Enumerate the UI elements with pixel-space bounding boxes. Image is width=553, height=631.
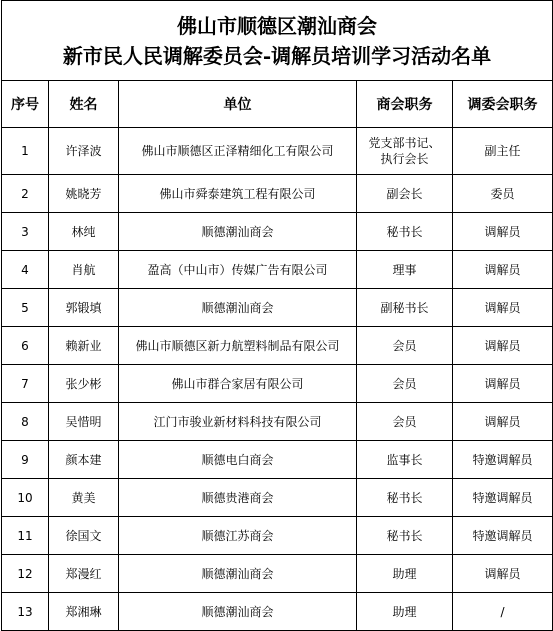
cell-committee-role: 调解员 <box>453 213 553 251</box>
cell-chamber-role: 助理 <box>357 555 453 593</box>
cell-no: 6 <box>2 327 49 365</box>
cell-no: 13 <box>2 593 49 631</box>
table-row <box>2 555 553 593</box>
cell-org: 佛山市顺德区新力航塑料制品有限公司 <box>119 327 357 365</box>
column-header-chamber-role: 商会职务 <box>357 81 453 128</box>
document-title <box>2 1 553 81</box>
cell-org: 顺德江苏商会 <box>119 517 357 555</box>
cell-org: 佛山市舜泰建筑工程有限公司 <box>119 175 357 213</box>
cell-org: 顺德潮汕商会 <box>119 213 357 251</box>
table-row <box>2 175 553 213</box>
column-header-committee-role: 调委会职务 <box>453 81 553 128</box>
cell-chamber-role: 秘书长 <box>357 517 453 555</box>
cell-no: 1 <box>2 128 49 175</box>
cell-org: 佛山市顺德区正泽精细化工有限公司 <box>119 128 357 175</box>
cell-committee-role: 副主任 <box>453 128 553 175</box>
cell-committee-role: 委员 <box>453 175 553 213</box>
cell-no: 8 <box>2 403 49 441</box>
cell-chamber-role: 监事长 <box>357 441 453 479</box>
cell-chamber-role: 会员 <box>357 403 453 441</box>
cell-chamber-role: 秘书长 <box>357 479 453 517</box>
cell-org: 顺德贵港商会 <box>119 479 357 517</box>
cell-committee-role: / <box>453 593 553 631</box>
cell-no: 5 <box>2 289 49 327</box>
cell-no: 10 <box>2 479 49 517</box>
table-row <box>2 128 553 175</box>
cell-no: 9 <box>2 441 49 479</box>
cell-committee-role: 特邀调解员 <box>453 441 553 479</box>
cell-committee-role: 调解员 <box>453 251 553 289</box>
cell-no: 3 <box>2 213 49 251</box>
cell-name: 郭锻填 <box>49 289 119 327</box>
cell-committee-role: 调解员 <box>453 365 553 403</box>
cell-chamber-role <box>357 128 453 175</box>
cell-org: 顺德潮汕商会 <box>119 289 357 327</box>
cell-committee-role: 特邀调解员 <box>453 517 553 555</box>
cell-chamber-role: 副会长 <box>357 175 453 213</box>
cell-name: 郑漫红 <box>49 555 119 593</box>
cell-org: 佛山市群合家居有限公司 <box>119 365 357 403</box>
table-row <box>2 441 553 479</box>
chamber-role-line-1: 党支部书记、 <box>368 136 441 150</box>
cell-org: 顺德潮汕商会 <box>119 593 357 631</box>
table-row <box>2 289 553 327</box>
cell-chamber-role: 会员 <box>357 365 453 403</box>
column-header-name: 姓名 <box>49 81 119 128</box>
title-line-1: 佛山市顺德区潮汕商会 <box>177 13 377 38</box>
table-row <box>2 403 553 441</box>
cell-committee-role: 调解员 <box>453 555 553 593</box>
cell-committee-role: 调解员 <box>453 327 553 365</box>
cell-name: 许泽波 <box>49 128 119 175</box>
cell-chamber-role: 会员 <box>357 327 453 365</box>
table-row <box>2 251 553 289</box>
header-row <box>2 81 553 128</box>
table-row <box>2 593 553 631</box>
cell-org: 顺德电白商会 <box>119 441 357 479</box>
cell-org: 顺德潮汕商会 <box>119 555 357 593</box>
cell-committee-role: 调解员 <box>453 289 553 327</box>
cell-chamber-role: 理事 <box>357 251 453 289</box>
table-row <box>2 213 553 251</box>
cell-chamber-role: 副秘书长 <box>357 289 453 327</box>
table-row <box>2 327 553 365</box>
cell-org: 盈高（中山市）传媒广告有限公司 <box>119 251 357 289</box>
table-row <box>2 479 553 517</box>
cell-name: 颜本建 <box>49 441 119 479</box>
cell-no: 4 <box>2 251 49 289</box>
column-header-no: 序号 <box>2 81 49 128</box>
cell-name: 徐国文 <box>49 517 119 555</box>
roster-table <box>1 0 553 631</box>
cell-name: 吴惜明 <box>49 403 119 441</box>
title-line-2: 新市民人民调解委员会-调解员培训学习活动名单 <box>62 43 492 68</box>
cell-name: 姚晓芳 <box>49 175 119 213</box>
table-row <box>2 365 553 403</box>
cell-name: 肖航 <box>49 251 119 289</box>
cell-committee-role: 调解员 <box>453 403 553 441</box>
cell-no: 12 <box>2 555 49 593</box>
table-row <box>2 517 553 555</box>
cell-no: 7 <box>2 365 49 403</box>
title-row <box>2 1 553 81</box>
cell-name: 黄美 <box>49 479 119 517</box>
chamber-role-line-2: 执行会长 <box>380 152 429 166</box>
cell-name: 赖新业 <box>49 327 119 365</box>
cell-committee-role: 特邀调解员 <box>453 479 553 517</box>
cell-chamber-role: 秘书长 <box>357 213 453 251</box>
cell-name: 张少彬 <box>49 365 119 403</box>
cell-name: 郑湘琳 <box>49 593 119 631</box>
cell-no: 11 <box>2 517 49 555</box>
cell-chamber-role: 助理 <box>357 593 453 631</box>
cell-org: 江门市骏业新材料科技有限公司 <box>119 403 357 441</box>
column-header-org: 单位 <box>119 81 357 128</box>
cell-name: 林纯 <box>49 213 119 251</box>
cell-no: 2 <box>2 175 49 213</box>
